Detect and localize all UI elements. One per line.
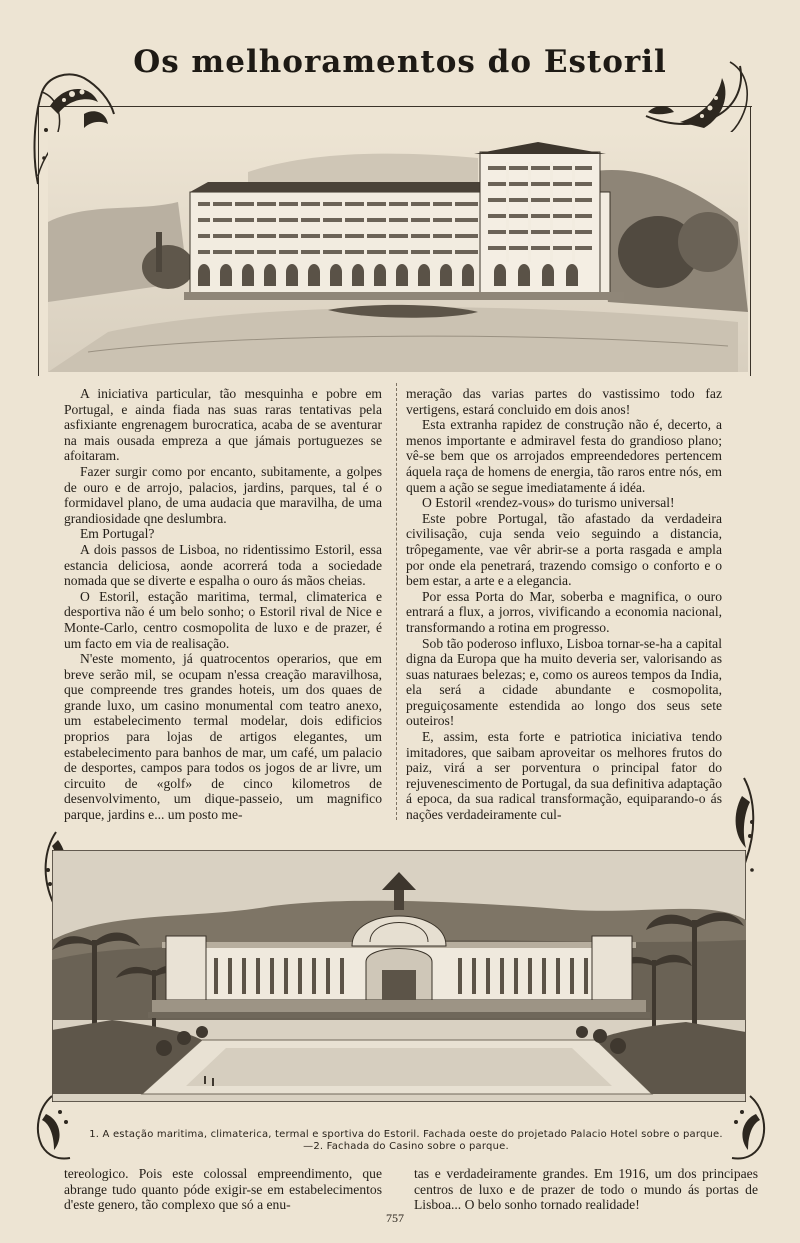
paragraph: Fazer surgir como por encanto, subitamente, a golpes de ouro e de arrojo, palacios, jardins, parques, tal é o formidavel plano, de uma audacia que maravilha, de uma grandiosidade qne deslumbra. [64, 463, 382, 526]
paragraph: O Estoril, estação maritima, termal, climaterica e desportiva não é um belo sonho; o Estoril rival de Nice e Monte-Carlo, centro cosmopolita de luxo e de prazer, é um facto em via de realisação. [64, 588, 382, 651]
bottom-right-text: tas e verdadeiramente grandes. Em 1916, um dos principaes centros de luxo e de prazer de todo o mundo ás portas de Lisboa... O belo sonho tornado realidade! [414, 1166, 758, 1213]
left-text-column [64, 386, 382, 823]
palace-hotel-illustration [48, 132, 748, 372]
paragraph: Sob tão poderoso influxo, Lisboa tornar-se-ha a capital digna da Europa que ha muito deveria ser, valorisando as suas naturaes belezas; e, como os aureos tempos da India, ela será a cidade abundante e cosmopolita, preguiçosamente estendida ao longo dos seus sete outeiros! [406, 635, 722, 729]
art-nouveau-ornament-bottom-left [30, 1094, 78, 1162]
paragraph: O Estoril «rendez-vous» do turismo universal! [422, 495, 675, 511]
paragraph: Este pobre Portugal, tão afastado da verdadeira civilisação, cuja senda veio seguindo a distancia, trôpegamente, vae vêr abrir-se a porta rasgada e ampla por onde ela penetrará, trazendo comsigo o conforto e o bem estar, a arte e a elegancia. [406, 510, 722, 589]
paragraph: N'este momento, já quatrocentos operarios, que em breve serão mil, se ocupam n'essa creação maravilhosa, que compreende tres grandes hoteis, um dos quaes de grande luxo, um casino monumental com teatro anexo, um estabelecimento termal modelar, dois edificios proprios para lojas de artigos elegantes, um estabelecimento para banhos de mar, um café, um palacio de desportes, campos para todos os jogos de ar livre, um circuito de «golf» de cinco kilometros de desenvolvimento, um dique-passeio, um magnifico parque, jardins e... um posto me- [64, 651, 382, 823]
art-nouveau-ornament-bottom-right [724, 1094, 772, 1162]
paragraph: Por essa Porta do Mar, soberba e magnifica, o ouro entrará a flux, a jorros, vivificando a economia nacional, transformando a rotina em progresso. [406, 588, 722, 635]
paragraph: A dois passos de Lisboa, no ridentissimo Estoril, essa estancia deliciosa, aonde acorrerá toda a sociedade nomada que se diverte e espalha o ouro ás mãos cheias. [64, 541, 382, 589]
right-text-column [406, 386, 722, 823]
casino-facade-illustration [52, 850, 746, 1102]
bottom-left-text: tereologico. Pois este colossal empreendimento, que abrange tudo quanto póde exigir-se em estabelecimentos d'este genero, tão complexo que só a enu- [64, 1166, 382, 1213]
right-frame-rule [750, 106, 751, 376]
paragraph: E, assim, esta forte e patriotica iniciativa tendo imitadores, que saibam aproveitar os melhores frutos do paiz, virá a ser porventura o principal fator do rejuvenescimento de Portugal, da sua definitiva adaptação á epoca, da sua radical transformação, equiparando-o ás nações verdadeiramente cul- [406, 729, 722, 823]
paragraph: A iniciativa particular, tão mesquinha e pobre em Portugal, e ainda fiada nas suas raras tentativas pela asfixiante engrenagem burocratica, acaba de se aventurar na mais ousada empreza a que jámais portuguezes se afoitaram. [64, 386, 382, 464]
page-title: Os melhoramentos do Estoril [133, 44, 667, 80]
paragraph: meração das varias partes do vastissimo todo faz vertigens, estará concluido em dois anos! [406, 386, 722, 417]
figure-caption: 1. A estação maritima, climaterica, termal e sportiva do Estoril. Fachada oeste do projetado Palacio Hotel sobre o parque.—2. Fachada do Casino sobre o parque. [89, 1129, 723, 1152]
column-divider [396, 383, 397, 820]
paragraph: Esta extranha rapidez de construção não é, decerto, a menos importante e admiravel festa do grandioso plano; vê-se bem que os arrojados empreendedores pertencem áquela raça de homens de energia, tão raros entre nós, em quem a ação se segue imediatamente á idéa. [406, 417, 722, 495]
page-number: 757 [386, 1211, 404, 1225]
paragraph: Em Portugal? [80, 526, 155, 542]
